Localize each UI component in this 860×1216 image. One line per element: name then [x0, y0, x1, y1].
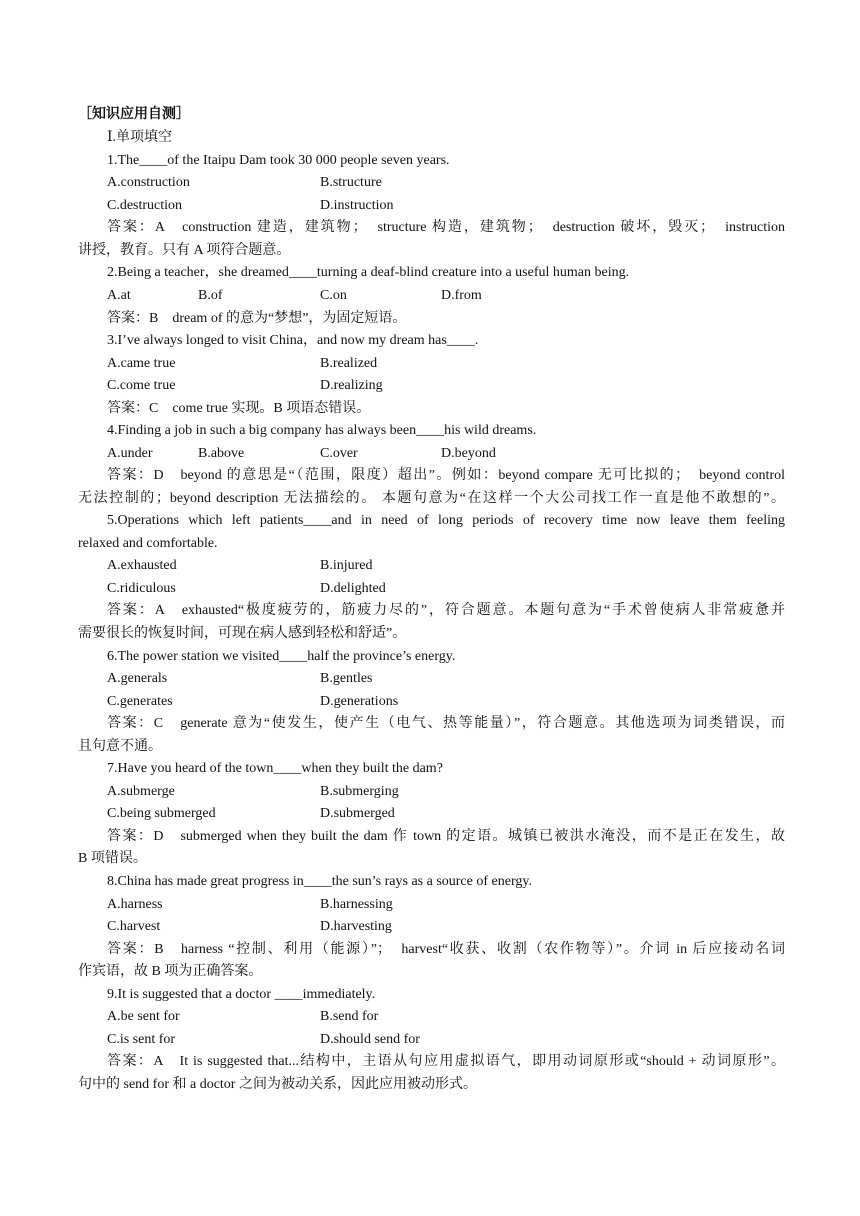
- question-8-option-d: D.harvesting: [320, 919, 392, 934]
- question-3-option-c: C.come true: [107, 378, 176, 393]
- question-6-option-b: B.gentles: [320, 671, 373, 686]
- question-6-option-d: D.generations: [320, 694, 399, 709]
- question-4-option-b: B.above: [198, 446, 245, 461]
- question-7-option-d: D.submerged: [320, 806, 395, 821]
- question-9-option-d: D.should send for: [320, 1032, 420, 1047]
- question-6-answer-line-2: 且句意不通。: [78, 739, 162, 754]
- question-3-answer: 答案：C come true 实现。B 项语态错误。: [107, 401, 371, 416]
- question-2-option-d: D.from: [441, 288, 482, 303]
- question-7-answer-line-2: B 项错误。: [78, 851, 147, 866]
- question-8-option-c: C.harvest: [107, 919, 161, 934]
- question-9-answer-line-1: 答案：A It is suggested that...结构中，主语从句应用虚拟语气，即用动词原形或“should + 动词原形”。: [107, 1054, 785, 1069]
- question-9-option-c: C.is sent for: [107, 1032, 176, 1047]
- question-5-option-b: B.injured: [320, 558, 373, 573]
- question-7-option-a: A.submerge: [107, 784, 175, 799]
- question-4-answer-line-2: 无法控制的；beyond description 无法描绘的。 本题句意为“在这样一个大公司找工作一直是他不敢想的”。: [78, 491, 785, 506]
- question-1-option-c: C.destruction: [107, 198, 183, 213]
- section-title: ［知识应用自测］: [78, 107, 190, 122]
- question-8-answer-line-1: 答案：B harness “控制、利用（能源）”； harvest“收获、收割（农作物等）”。介词 in 后应接动名词: [107, 942, 785, 957]
- question-5-answer-line-1: 答案：A exhausted“极度疲劳的，筋疲力尽的”，符合题意。本题句意为“手术曾使病人非常疲惫并: [107, 603, 785, 618]
- question-4-option-a: A.under: [107, 446, 153, 461]
- question-9-answer-line-2: 句中的 send for 和 a doctor 之间为被动关系，因此应用被动形式。: [78, 1077, 477, 1092]
- question-5-answer-line-2: 需要很长的恢复时间，可现在病人感到轻松和舒适”。: [78, 626, 407, 641]
- question-4-option-c: C.over: [320, 446, 358, 461]
- part-title: Ⅰ.单项填空: [107, 130, 173, 145]
- question-1-stem: 1.The____of the Itaipu Dam took 30 000 people seven years.: [107, 153, 450, 168]
- question-8-option-a: A.harness: [107, 897, 163, 912]
- question-4-stem: 4.Finding a job in such a big company has always been____his wild dreams.: [107, 423, 537, 438]
- question-2-option-c: C.on: [320, 288, 347, 303]
- question-2-stem: 2.Being a teacher，she dreamed____turning a deaf-blind creature into a useful human being.: [107, 265, 630, 280]
- question-1-option-b: B.structure: [320, 175, 382, 190]
- question-3-option-d: D.realizing: [320, 378, 383, 393]
- question-8-stem: 8.China has made great progress in____the sun’s rays as a source of energy.: [107, 874, 532, 889]
- question-1-answer-line-2: 讲授，教育。只有 A 项符合题意。: [78, 243, 291, 258]
- question-3-option-b: B.realized: [320, 356, 378, 371]
- question-6-answer-line-1: 答案：C generate 意为“使发生，使产生（电气、热等能量）”，符合题意。其他选项为词类错误，而: [107, 716, 785, 731]
- question-5-option-d: D.delighted: [320, 581, 386, 596]
- question-1-answer-line-1: 答案：A construction 建造，建筑物； structure 构造，建筑物； destruction 破坏，毁灭； instruction: [107, 220, 785, 235]
- question-1-option-a: A.construction: [107, 175, 190, 190]
- question-3-stem: 3.I’ve always longed to visit China，and now my dream has____.: [107, 333, 479, 348]
- question-7-stem: 7.Have you heard of the town____when they built the dam?: [107, 761, 443, 776]
- question-9-option-b: B.send for: [320, 1009, 379, 1024]
- question-9-stem: 9.It is suggested that a doctor ____immediately.: [107, 987, 376, 1002]
- question-1-option-d: D.instruction: [320, 198, 394, 213]
- question-6-stem: 6.The power station we visited____half the province’s energy.: [107, 649, 456, 664]
- question-9-option-a: A.be sent for: [107, 1009, 180, 1024]
- question-8-answer-line-2: 作宾语，故 B 项为正确答案。: [78, 964, 263, 979]
- question-6-option-a: A.generals: [107, 671, 168, 686]
- question-3-option-a: A.came true: [107, 356, 176, 371]
- question-7-answer-line-1: 答案：D submerged when they built the dam 作 town 的定语。城镇已被洪水淹没，而不是正在发生，故: [107, 829, 785, 844]
- question-7-option-c: C.being submerged: [107, 806, 216, 821]
- question-7-option-b: B.submerging: [320, 784, 399, 799]
- question-2-answer: 答案：B dream of 的意为“梦想”，为固定短语。: [107, 311, 407, 326]
- question-4-answer-line-1: 答案：D beyond 的意思是“（范围，限度）超出”。例如：beyond compare 无可比拟的； beyond control: [107, 468, 785, 483]
- question-4-option-d: D.beyond: [441, 446, 496, 461]
- question-2-option-a: A.at: [107, 288, 131, 303]
- question-5-option-c: C.ridiculous: [107, 581, 176, 596]
- question-8-option-b: B.harnessing: [320, 897, 393, 912]
- question-5-option-a: A.exhausted: [107, 558, 177, 573]
- question-2-option-b: B.of: [198, 288, 223, 303]
- question-5-stem-line-2: relaxed and comfortable.: [78, 536, 218, 551]
- question-6-option-c: C.generates: [107, 694, 173, 709]
- question-5-stem-line-1: 5.Operations which left patients____and in need of long periods of recovery time now leave them feeling: [107, 513, 785, 528]
